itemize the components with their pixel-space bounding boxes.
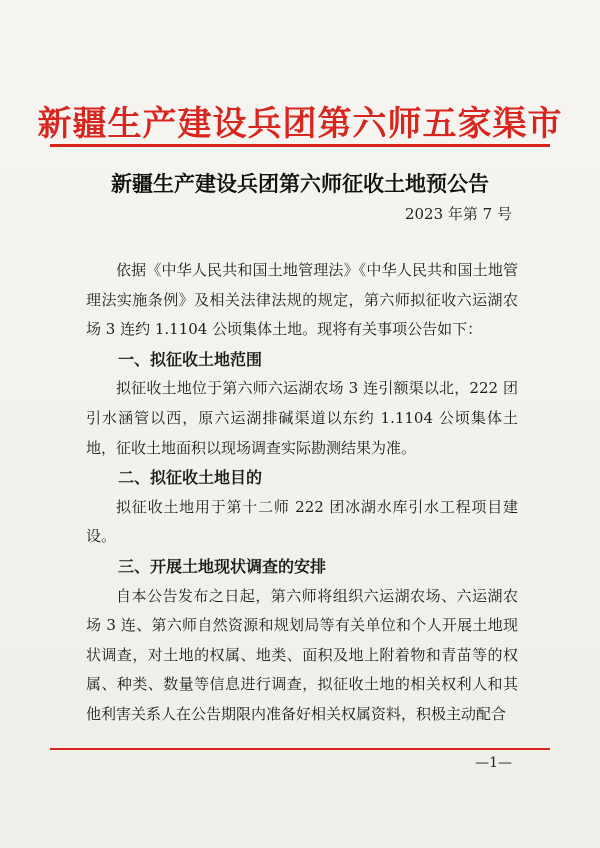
masthead: 新疆生产建设兵团第六师五家渠市 [37, 104, 563, 144]
section-text-2: 拟征收土地用于第十二师 222 团冰湖水库引水工程项目建设。 [86, 497, 518, 546]
intro-paragraph: 依据《中华人民共和国土地管理法》《中华人民共和国土地管理法实施条例》及相关法律法规的规定，第六师拟征收六运湖农场 3 连约 1.1104 公顷集体土地。现将有关事项公告如下： [86, 261, 518, 339]
document-title: 新疆生产建设兵团第六师征收土地预公告 [111, 171, 489, 196]
red-rule-bottom [50, 748, 550, 750]
document-number: 2023 年第 7 号 [404, 205, 512, 223]
document-body [86, 256, 518, 730]
section-heading-1: 一、拟征收土地范围 [118, 349, 263, 369]
section-text-1: 拟征收土地位于第六师六运湖农场 3 连引额渠以北，222 团引水涵管以西，原六运湖排碱渠道以东约 1.1104 公顷集体土地，征收土地面积以现场调查实际勘测结果为准。 [86, 379, 518, 457]
page-number: —1— [475, 755, 512, 771]
section-heading-3: 三、开展土地现状调查的安排 [118, 556, 327, 576]
section-heading-2: 二、拟征收土地目的 [118, 468, 263, 488]
red-rule-top [50, 144, 550, 147]
section-text-3: 自本公告发布之日起，第六师将组织六运湖农场、六运湖农场 3 连、第六师自然资源和规划局等有关单位和个人开展土地现状调查，对土地的权属、地类、面积及地上附着物和青苗等的权属、种类、数量等信息进行调查，拟征收土地的相关权利人和其他利害关系人在公告期限内准备好相关权属资料，积极主动配合 [86, 586, 518, 723]
